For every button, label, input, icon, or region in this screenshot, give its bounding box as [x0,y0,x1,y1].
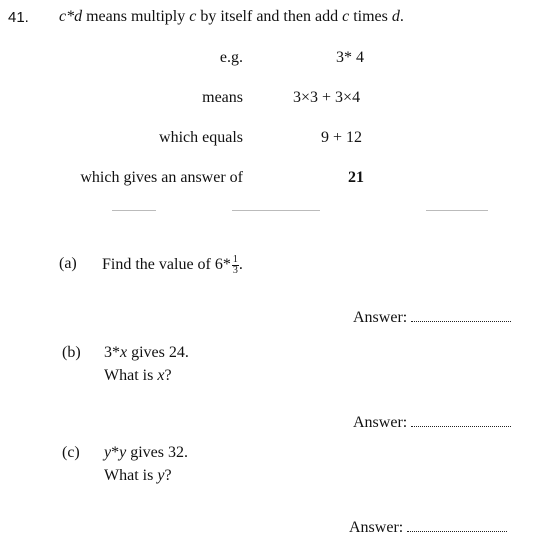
part-b-line-1 [104,344,189,362]
definition-operator: c*d [59,8,83,25]
part-c-question: What is [104,467,158,484]
part-a-text [102,255,243,276]
answer-line-b[interactable] [353,414,511,432]
part-a-prompt: Find the value of 6* [102,256,231,274]
example-label-eg: e.g. [219,49,243,66]
question-number: 41. [8,9,29,26]
definition-text-3: times [353,8,388,25]
part-b-var-x2: x [157,367,165,384]
example-label-means: means [202,89,243,106]
definition-var-c1: c [189,8,197,25]
fraction-numerator: 1 [232,254,238,265]
part-c-var-y3: y [157,467,165,484]
answer-blank-c[interactable] [407,519,507,532]
part-c-qmark: ? [164,467,172,484]
part-c-var-y1: y [104,444,112,461]
answer-line-a[interactable] [353,309,511,327]
answer-label-a: Answer: [353,309,408,326]
part-b-line-2 [104,367,172,385]
answer-blank-a[interactable] [411,309,511,322]
definition-end: . [399,8,404,25]
part-b-question: What is [104,367,158,384]
part-a-end: . [238,256,243,274]
answer-label-c: Answer: [349,519,404,536]
part-c-gives: gives 32. [126,444,188,461]
definition-line [59,8,404,26]
example-value-equals: 9 + 12 [321,129,363,146]
part-b-label: (b) [62,344,81,361]
scan-artifact-1 [112,210,156,211]
answer-label-b: Answer: [353,414,408,431]
definition-var-d: d [391,8,400,25]
part-b-qmark: ? [164,367,172,384]
part-b-gives: gives 24. [127,344,189,361]
scan-artifact-3 [426,210,488,211]
fraction-denominator: 3 [232,265,238,276]
part-b-var-x: x [120,344,128,361]
scan-artifact-2 [232,210,320,211]
example-value-eg: 3* 4 [336,49,364,66]
part-c-star: * [111,444,120,461]
example-label-equals: which equals [159,129,243,146]
part-c-line-2 [104,467,172,485]
answer-blank-b[interactable] [411,414,511,427]
example-value-means: 3×3 + 3×4 [293,89,361,106]
part-c-var-y2: y [119,444,127,461]
definition-text-2: by itself and then add [200,8,339,25]
part-b-expr: 3* [104,344,120,361]
part-a-label: (a) [59,255,77,272]
example-value-answer: 21 [348,169,364,186]
definition-var-c2: c [342,8,350,25]
part-a-fraction [232,255,239,276]
part-c-line-1 [104,444,188,462]
part-c-label: (c) [62,444,80,461]
example-label-answer: which gives an answer of [80,169,243,186]
answer-line-c[interactable] [349,519,507,537]
definition-text-1: means multiply [86,8,186,25]
